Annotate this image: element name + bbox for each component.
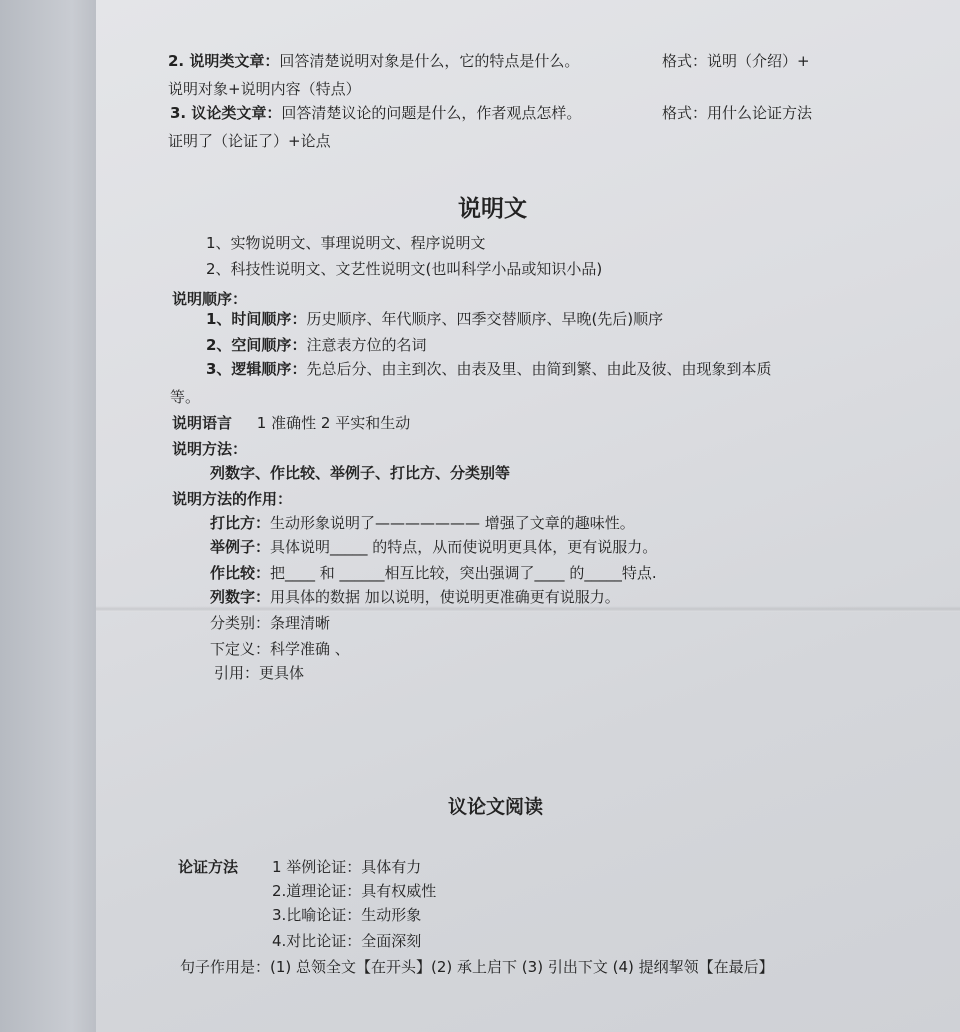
effect-metaphor [210, 514, 635, 532]
order-logic-text: 先总后分、由主到次、由表及里、由简到繁、由此及彼、由现象到本质 [306, 360, 772, 378]
effect-example-text: 具体说明_____ 的特点，从而使说明更具体，更有说服力。 [270, 538, 658, 556]
effect-quote-text: 更具体 [259, 664, 305, 682]
expository-type-1: 1、实物说明文、事理说明文、程序说明文 [206, 234, 486, 252]
order-heading: 说明顺序： [172, 290, 248, 308]
methods-text: 列数字、作比较、举例子、打比方、分类别等 [210, 464, 511, 482]
expository-title: 说明文 [458, 196, 527, 222]
effect-numbers-label: 列数字： [210, 588, 271, 606]
order-time-text: 历史顺序、年代顺序、四季交替顺序、早晚(先后)顺序 [306, 310, 664, 328]
argumentative-format-cont: 证明了（论证了）+论点 [168, 132, 331, 150]
language-label: 说明语言 [172, 414, 233, 432]
effect-define-text: 科学准确 、 [270, 640, 350, 658]
expository-article-text: 回答清楚说明对象是什么，它的特点是什么。 [279, 52, 580, 70]
effect-define-label: 下定义： [210, 640, 271, 658]
line-expository-answer [168, 52, 579, 70]
argument-method-4: 4.对比论证：全面深刻 [272, 932, 422, 950]
paper-sheet [96, 0, 960, 1032]
effect-example-label: 举例子： [210, 538, 271, 556]
order-time-label: 1、时间顺序： [206, 310, 307, 328]
effects-heading: 说明方法的作用： [172, 490, 293, 508]
effect-comparison [210, 564, 657, 582]
sentence-role: 句子作用是：(1) 总领全文【在开头】(2) 承上启下 (3) 引出下文 (4) 提纲挈领【在最后】 [180, 958, 774, 976]
expository-article-label: 2. 说明类文章： [168, 52, 280, 70]
argumentative-article-label: 3. 议论类文章： [170, 104, 282, 122]
effect-comparison-text: 把____ 和 ______相互比较，突出强调了____ 的_____特点. [270, 564, 657, 582]
language-line [172, 414, 410, 432]
effect-classify-label: 分类别： [210, 614, 271, 632]
effect-comparison-label: 作比较： [210, 564, 271, 582]
argumentative-title: 议论文阅读 [448, 796, 544, 818]
order-logic-label: 3、逻辑顺序： [206, 360, 307, 378]
effect-numbers-text: 用具体的数据 加以说明，使说明更准确更有说服力。 [270, 588, 620, 606]
effect-metaphor-label: 打比方： [210, 514, 271, 532]
effect-quote [214, 664, 304, 682]
argument-method-1: 1 举例论证：具体有力 [272, 858, 422, 876]
argument-method-3: 3.比喻论证：生动形象 [272, 906, 422, 924]
order-space [206, 336, 426, 354]
expository-format: 格式：说明（介绍）+ [662, 52, 810, 70]
language-text: 1 准确性 2 平实和生动 [256, 414, 411, 432]
effect-numbers [210, 588, 620, 606]
effect-metaphor-text: 生动形象说明了——————— 增强了文章的趣味性。 [270, 514, 635, 532]
argumentative-format: 格式：用什么论证方法 [662, 104, 813, 122]
paper-fold [96, 606, 960, 612]
argumentative-article-text: 回答清楚议论的问题是什么，作者观点怎样。 [281, 104, 582, 122]
expository-type-2: 2、科技性说明文、文艺性说明文(也叫科学小品或知识小品) [206, 260, 603, 278]
effect-classify [210, 614, 330, 632]
order-logic-cont: 等。 [170, 388, 201, 406]
methods-heading: 说明方法： [172, 440, 248, 458]
argument-methods-label: 论证方法 [178, 858, 239, 876]
order-time [206, 310, 663, 328]
line-argumentative-answer [170, 104, 581, 122]
effect-classify-text: 条理清晰 [270, 614, 331, 632]
order-logic [206, 360, 771, 378]
effect-example [210, 538, 657, 556]
argument-method-2: 2.道理论证：具有权威性 [272, 882, 437, 900]
expository-format-cont: 说明对象+说明内容（特点） [168, 80, 361, 98]
effect-define [210, 640, 350, 658]
effect-quote-label: 引用： [214, 664, 260, 682]
order-space-label: 2、空间顺序： [206, 336, 307, 354]
order-space-text: 注意表方位的名词 [306, 336, 427, 354]
